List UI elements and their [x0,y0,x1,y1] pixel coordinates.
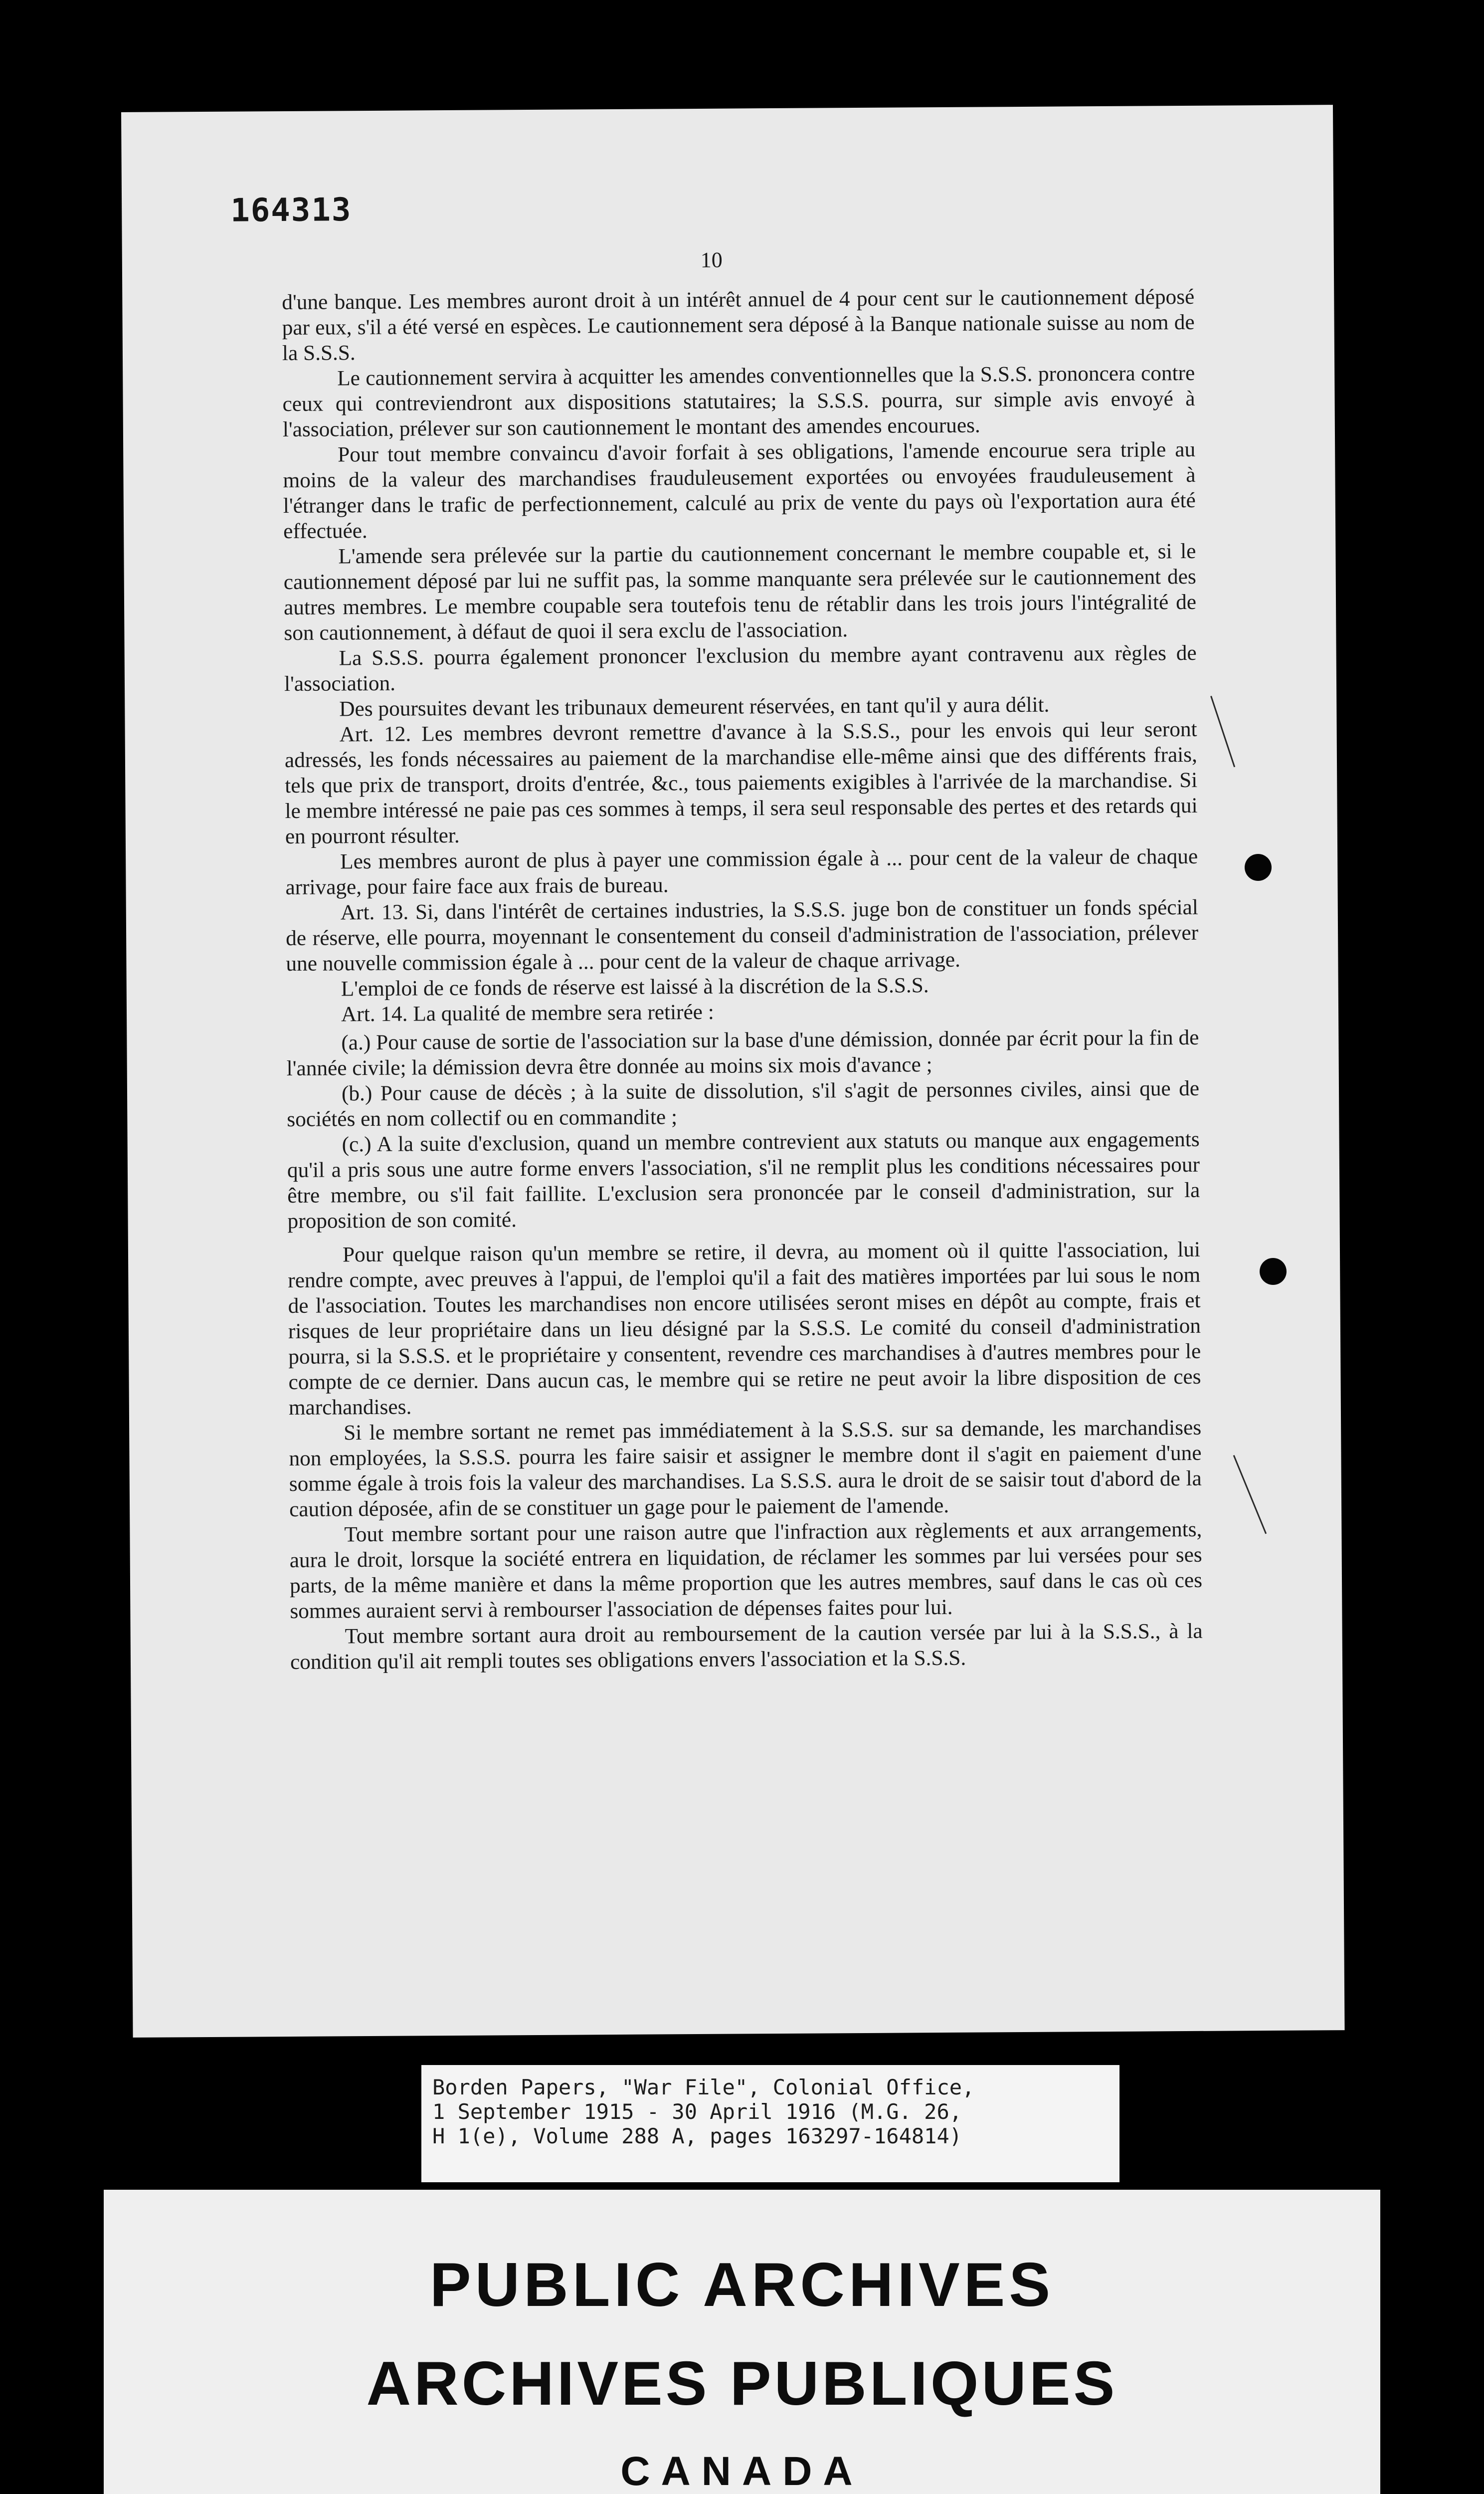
paper-tear-mark [1233,1455,1267,1534]
reference-line: Borden Papers, "War File", Colonial Office, [432,2075,975,2099]
article-12: Art. 12. Les membres devront remettre d'avance à la S.S.S., pour les envois qui leur seront adressés, les fonds nécessaires au paiement de la marchandise elle-même ainsi que des différents frais, tels que prix de transport, droits d'entrée, &c., tous paiements exigibles à l'arrivée de la marchandise. Si le membre intéressé ne paie pas ces sommes à temps, il sera seul responsable des pertes et des retards qui en pourront résulter. [284,717,1198,849]
paragraph: Le cautionnement servira à acquitter les amendes conventionnelles que la S.S.S. prononcera contre ceux qui contreviendront aux dispositions statutaires; la S.S.S. pourra, sur simple avis envoyé à l'association, prélever sur son cautionnement le montant des amendes encourues. [282,361,1195,442]
reference-label [421,2065,1119,2182]
clause-c: (c.) A la suite d'exclusion, quand un membre contrevient aux statuts ou manque aux engagements qu'il a pris sous une autre forme envers l'association, s'il ne remplit plus les conditions nécessaires pour être membre, ou s'il fait faillite. L'exclusion sera prononcée par le conseil d'administration, sur la proposition de son comité. [287,1127,1200,1234]
paragraph: d'une banque. Les membres auront droit à un intérêt annuel de 4 pour cent sur le cautionnement déposé par eux, s'il a été versé en espèces. Le cautionnement sera déposé à la Banque nationale suisse au nom de la S.S.S. [282,284,1195,366]
punch-hole [1245,854,1272,881]
clause-b: (b.) Pour cause de décès ; à la suite de dissolution, s'il s'agit de personnes civiles, ainsi que de sociétés en nom collectif ou en commandite ; [287,1076,1200,1132]
paragraph: Les membres auront de plus à payer une commission égale à ... pour cent de la valeur de chaque arrivage, pour faire face aux frais de bureau. [285,844,1198,900]
paragraph: Pour tout membre convaincu d'avoir forfait à ses obligations, l'amende encourue sera triple au moins de la valeur des marchandises frauduleusement exportées ou envoyées frauduleusement à l'étranger dans le trafic de perfectionnement, calculé au prix de vente du pays où l'exportation aura été effectuée. [283,437,1196,544]
archive-stamp-number: 164313 [230,192,352,229]
archives-title-english: PUBLIC ARCHIVES [429,2251,1055,2319]
paragraph: La S.S.S. pourra également prononcer l'exclusion du membre ayant contravenu aux règles de l'association. [284,640,1197,696]
paragraph: Si le membre sortant ne remet pas immédiatement à la S.S.S. sur sa demande, les marchandises non employées, la S.S.S. pourra les faire saisir et assigner le membre dont il s'agit en paiement d'une somme égale à trois fois la valeur des marchandises. La S.S.S. aura le droit de se saisir tout d'abord de la caution déposée, afin de se constituer un gage pour le paiement de l'amende. [289,1415,1202,1521]
paragraph: L'emploi de ce fonds de réserve est laissé à la discrétion de la S.S.S. [341,973,929,1001]
document-body [282,284,1203,1675]
paper-tear-mark [1210,696,1235,767]
paragraph: Tout membre sortant pour une raison autre que l'infraction aux règlements et aux arrangements, aura le droit, lorsque la société entrera en liquidation, de réclamer les sommes par lui versées pour ses parts, de la même manière et dans la même proportion que les autres membres, sauf dans le cas où ces sommes auraient servi à rembourser l'association de dépenses faites pour lui. [289,1517,1203,1623]
archives-card [104,2190,1380,2494]
paragraph: Pour quelque raison qu'un membre se retire, il devra, au moment où il quitte l'association, lui rendre compte, avec preuves à l'appui, de l'emploi qu'il a fait des matières importées par lui sous le nom de l'association. Toutes les marchandises non encore utilisées seront mises en dépôt au compte, frais et risques de leur propriétaire dans un lieu désigné par la S.S.S. Le comité du conseil d'administration pourra, si la S.S.S. et le propriétaire y consentent, revendre ces marchandises à d'autres membres pour le compte de ce dernier. Dans aucun cas, le membre qui se retire ne peut avoir la libre disposition de ces marchandises. [288,1237,1201,1420]
article-13: Art. 13. Si, dans l'intérêt de certaines industries, la S.S.S. juge bon de constituer un fonds spécial de réserve, elle pourra, moyennant le consentement du conseil d'administration de l'association, prélever une nouvelle commission égale à ... pour cent de la valeur de chaque arrivage. [285,895,1199,976]
page-number: 10 [700,247,723,272]
archives-title-french: ARCHIVES PUBLIQUES [366,2349,1118,2418]
clause-a: (a.) Pour cause de sortie de l'association sur la base d'une démission, donnée par écrit pour la fin de l'année civile; la démission devra être donnée au moins six mois d'avance ; [286,1025,1199,1081]
reference-line: H 1(e), Volume 288 A, pages 163297-164814) [432,2124,962,2148]
reference-line: 1 September 1915 - 30 April 1916 (M.G. 26, [432,2099,962,2124]
punch-hole [1260,1258,1287,1285]
archives-country: CANADA [620,2449,864,2494]
article-14: Art. 14. La qualité de membre sera retirée : [341,1000,714,1027]
paragraph: L'amende sera prélevée sur la partie du cautionnement concernant le membre coupable et, si le cautionnement déposé par lui ne suffit pas, la somme manquante sera prélevée sur le cautionnement des autres membres. Le membre coupable sera toutefois tenu de rétablir dans les trois jours l'intégralité de son cautionnement, à défaut de quoi il sera exclu de l'association. [283,539,1197,645]
paragraph: Tout membre sortant aura droit au remboursement de la caution versée par lui à la S.S.S., à la condition qu'il ait rempli toutes ses obligations envers l'association et la S.S.S. [290,1619,1203,1674]
paragraph: Des poursuites devant les tribunaux demeurent réservées, en tant qu'il y aura délit. [339,692,1050,721]
document-page [121,105,1345,2038]
